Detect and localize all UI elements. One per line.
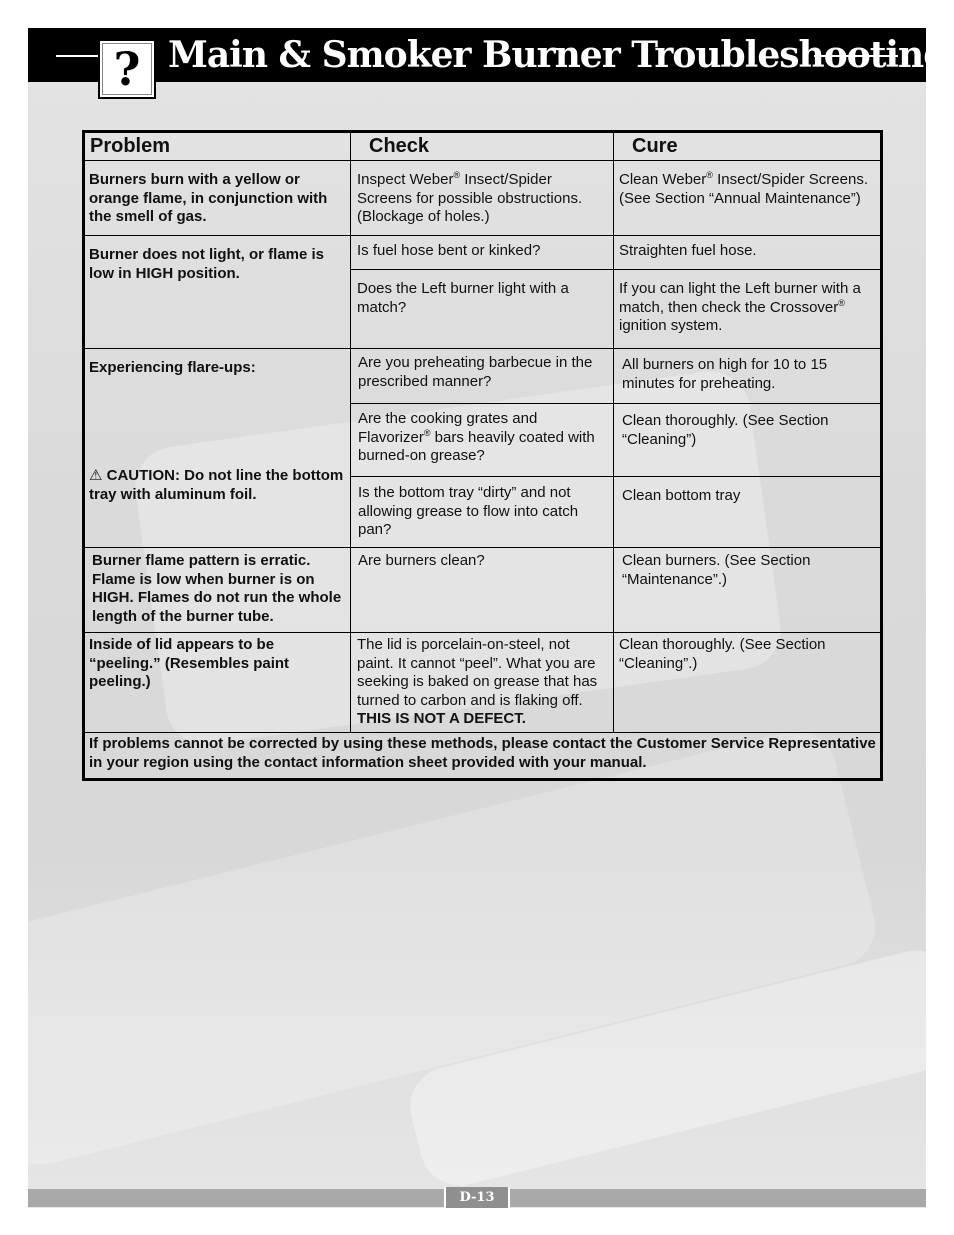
header-rule-left (56, 55, 98, 57)
cure-cell: Clean thoroughly. (See Section “Cleaning”) (614, 404, 882, 477)
table-row (84, 236, 882, 270)
problem-cell: Burners burn with a yellow or orange flame, in conjunction with the smell of gas. (84, 161, 351, 236)
cure-cell: Straighten fuel hose. (614, 236, 882, 270)
cure-cell (614, 161, 882, 236)
cure-cell: If you can light the Left burner with a match, then check the Crossover® ignition system. (614, 270, 882, 349)
page-number: D-13 (444, 1187, 510, 1208)
table-footer-row (84, 733, 882, 780)
column-header-check: Check (351, 132, 614, 161)
question-mark-glyph: ? (113, 42, 141, 96)
check-cell (351, 161, 614, 236)
table-row (84, 161, 882, 236)
problem-cell: Burner flame pattern is erratic. Flame is low when burner is on HIGH. Flames do not run the whole length of the burner tube. (84, 548, 351, 633)
not-a-defect-note: THIS IS NOT A DEFECT. (357, 710, 526, 727)
check-text: The lid is porcelain-on-steel, not paint. It cannot “peel”. What you are seeking is baked on grease that has turned to carbon and is flaking off. (357, 636, 598, 709)
check-cell: Is fuel hose bent or kinked? (351, 236, 614, 270)
problem-cell: Burner does not light, or flame is low in HIGH position. (84, 236, 351, 349)
table-row (84, 633, 882, 733)
caution-note: ⚠ CAUTION: Do not line the bottom tray with aluminum foil. (89, 467, 344, 503)
cure-cell: Clean burners. (See Section “Maintenance”.) (614, 548, 882, 633)
cure-text: Clean Weber® Insect/Spider Screens. (See Section “Annual Maintenance”) (619, 170, 868, 207)
table-header-row (84, 132, 882, 161)
cure-cell: Clean bottom tray (614, 477, 882, 548)
check-cell: Are burners clean? (351, 548, 614, 633)
column-header-problem: Problem (84, 132, 351, 161)
check-text: Inspect Weber® Insect/Spider Screens for possible obstructions. (Blockage of holes.) (357, 170, 583, 225)
troubleshooting-table (82, 130, 883, 781)
check-cell: Are the cooking grates and Flavorizer® bars heavily coated with burned-on grease? (351, 404, 614, 477)
check-cell: Is the bottom tray “dirty” and not allowing grease to flow into catch pan? (351, 477, 614, 548)
cure-cell: All burners on high for 10 to 15 minutes for preheating. (614, 349, 882, 404)
table-row (84, 349, 882, 404)
problem-cell (84, 349, 351, 548)
problem-cell: Inside of lid appears to be “peeling.” (Resembles paint peeling.) (84, 633, 351, 733)
problem-text: Experiencing flare-ups: (89, 359, 256, 376)
check-cell: Are you preheating barbecue in the prescribed manner? (351, 349, 614, 404)
column-header-cure: Cure (614, 132, 882, 161)
page-title: Main & Smoker Burner Troubleshooting (168, 34, 948, 76)
cure-cell: Clean thoroughly. (See Section “Cleaning”.) (614, 633, 882, 733)
question-mark-icon (98, 39, 156, 99)
table-row (84, 548, 882, 633)
contact-notice: If problems cannot be corrected by using these methods, please contact the Customer Service Representative in your region using the contact information sheet provided with your manual. (84, 733, 882, 780)
check-cell (351, 633, 614, 733)
check-cell: Does the Left burner light with a match? (351, 270, 614, 349)
